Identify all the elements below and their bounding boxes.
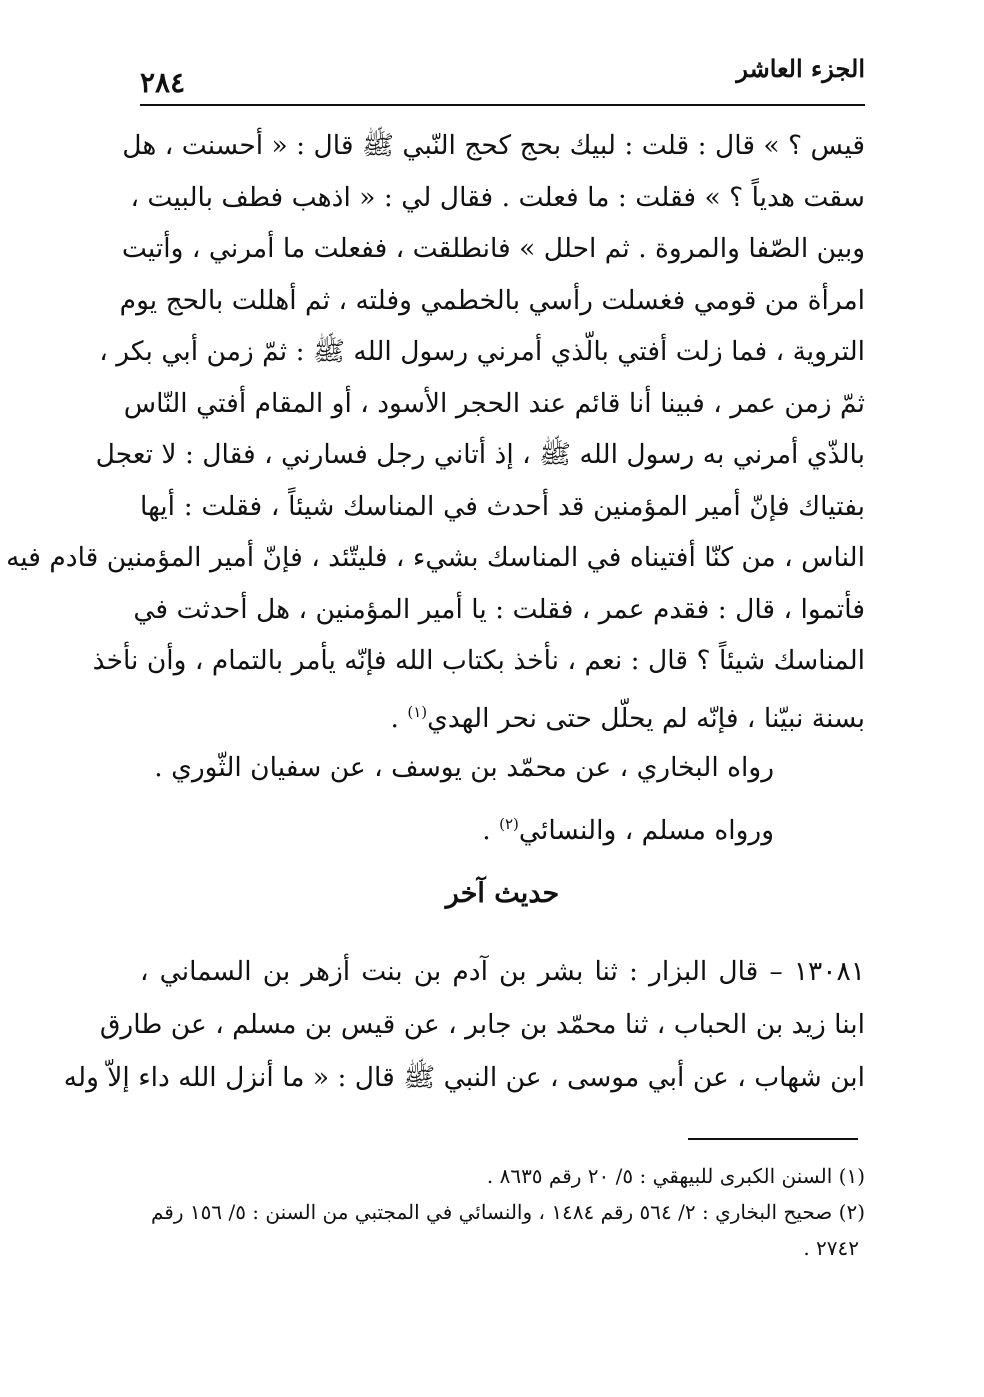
book-part-title: الجزء العاشر [736, 54, 865, 83]
text-line: بالذّي أمرني به رسول الله ﷺ ، إذ أتاني رجل فسارني ، فقال : لا تعجل [95, 439, 865, 470]
text-line: فأتموا ، قال : فقدم عمر ، فقلت : يا أمير المؤمنين ، هل أحدثت في [133, 593, 865, 625]
footnote-1: (١) السنن الكبرى للبيهقي : ٥/ ٢٠ رقم ٨٦٣٥ . [486, 1164, 865, 1188]
text-line-content: بسنة نبيّنا ، فإنّه لم يحلّل حتى نحر الهدي [427, 702, 865, 734]
page-number: ٢٨٤ [140, 66, 186, 99]
footnote-ref-1[interactable]: (١) [407, 702, 428, 721]
text-line: وبين الصّفا والمروة . ثم احلل » فانطلقت ، ففعلت ما أمرني ، وأتيت [121, 233, 865, 264]
narration-note: رواه البخاري ، عن محمّد بن يوسف ، عن سفيان الثّوري . [154, 752, 774, 783]
text-line: الناس ، من كنّا أفتيناه في المناسك بشيء ، فليتّئد ، فإنّ أمير المؤمنين قادم فيه [6, 542, 865, 573]
footnote-2-continued: ٢٧٤٢ . [803, 1236, 859, 1260]
section-heading: حديث آخر [445, 878, 560, 909]
text-line: ثمّ زمن عمر ، فبينا أنا قائم عند الحجر الأسود ، أو المقام أفتي النّاس [123, 387, 865, 419]
footnote-2: (٢) صحيح البخاري : ٢/ ٥٦٤ رقم ١٤٨٤ ، والنسائي في المجتبي من السنن : ٥/ ١٥٦ رقم [150, 1200, 865, 1224]
text-line: امرأة من قومي فغسلت رأسي بالخطمي وفلته ، ثم أهللت بالحج يوم [119, 284, 865, 316]
narration-note-text: ورواه مسلم ، والنسائي [518, 815, 774, 846]
footnotes [140, 1158, 865, 1266]
text-line: سقت هدياً ؟ » فقلت : ما فعلت . فقال لي : « اذهب فطف بالبيت ، [130, 181, 865, 213]
header-divider [140, 104, 865, 106]
text-line: المناسك شيئاً ؟ قال : نعم ، نأخذ بكتاب الله فإنّه يأمر بالتمام ، وأن نأخذ [92, 645, 865, 676]
text-line: قيس ؟ » قال : قلت : لبيك بحج كحج النّبي ﷺ قال : « أحسنت ، هل [122, 130, 865, 161]
text-line: ١٣٠٨١ – قال البزار : ثنا بشر بن آدم بن بنت أزهر بن السماني ، [140, 956, 865, 987]
text-line: ابنا زيد بن الحباب ، ثنا محمّد بن جابر ، عن قيس بن مسلم ، عن طارق [99, 1009, 865, 1040]
footnote-divider [688, 1138, 858, 1140]
line-end-mark: . [482, 815, 500, 846]
text-line-last [140, 687, 865, 739]
line-end-mark: . [390, 702, 408, 734]
footnote-ref-2[interactable]: (٢) [499, 815, 519, 834]
text-line: بفتياك فإنّ أمير المؤمنين قد أحدث في المناسك شيئاً ، فقلت : أيها [140, 490, 865, 522]
main-text [6, 120, 865, 738]
text-line: ابن شهاب ، عن أبي موسى ، عن النبي ﷺ قال : « ما أنزل الله داء إلاّ وله [63, 1062, 865, 1093]
narration-note-2 [119, 815, 844, 846]
text-line: التروية ، فما زلت أفتي بالّذي أمرني رسول الله ﷺ : ثمّ زمن أبي بكر ، [99, 336, 865, 367]
hadith-text [63, 945, 865, 1104]
running-header [140, 46, 865, 102]
